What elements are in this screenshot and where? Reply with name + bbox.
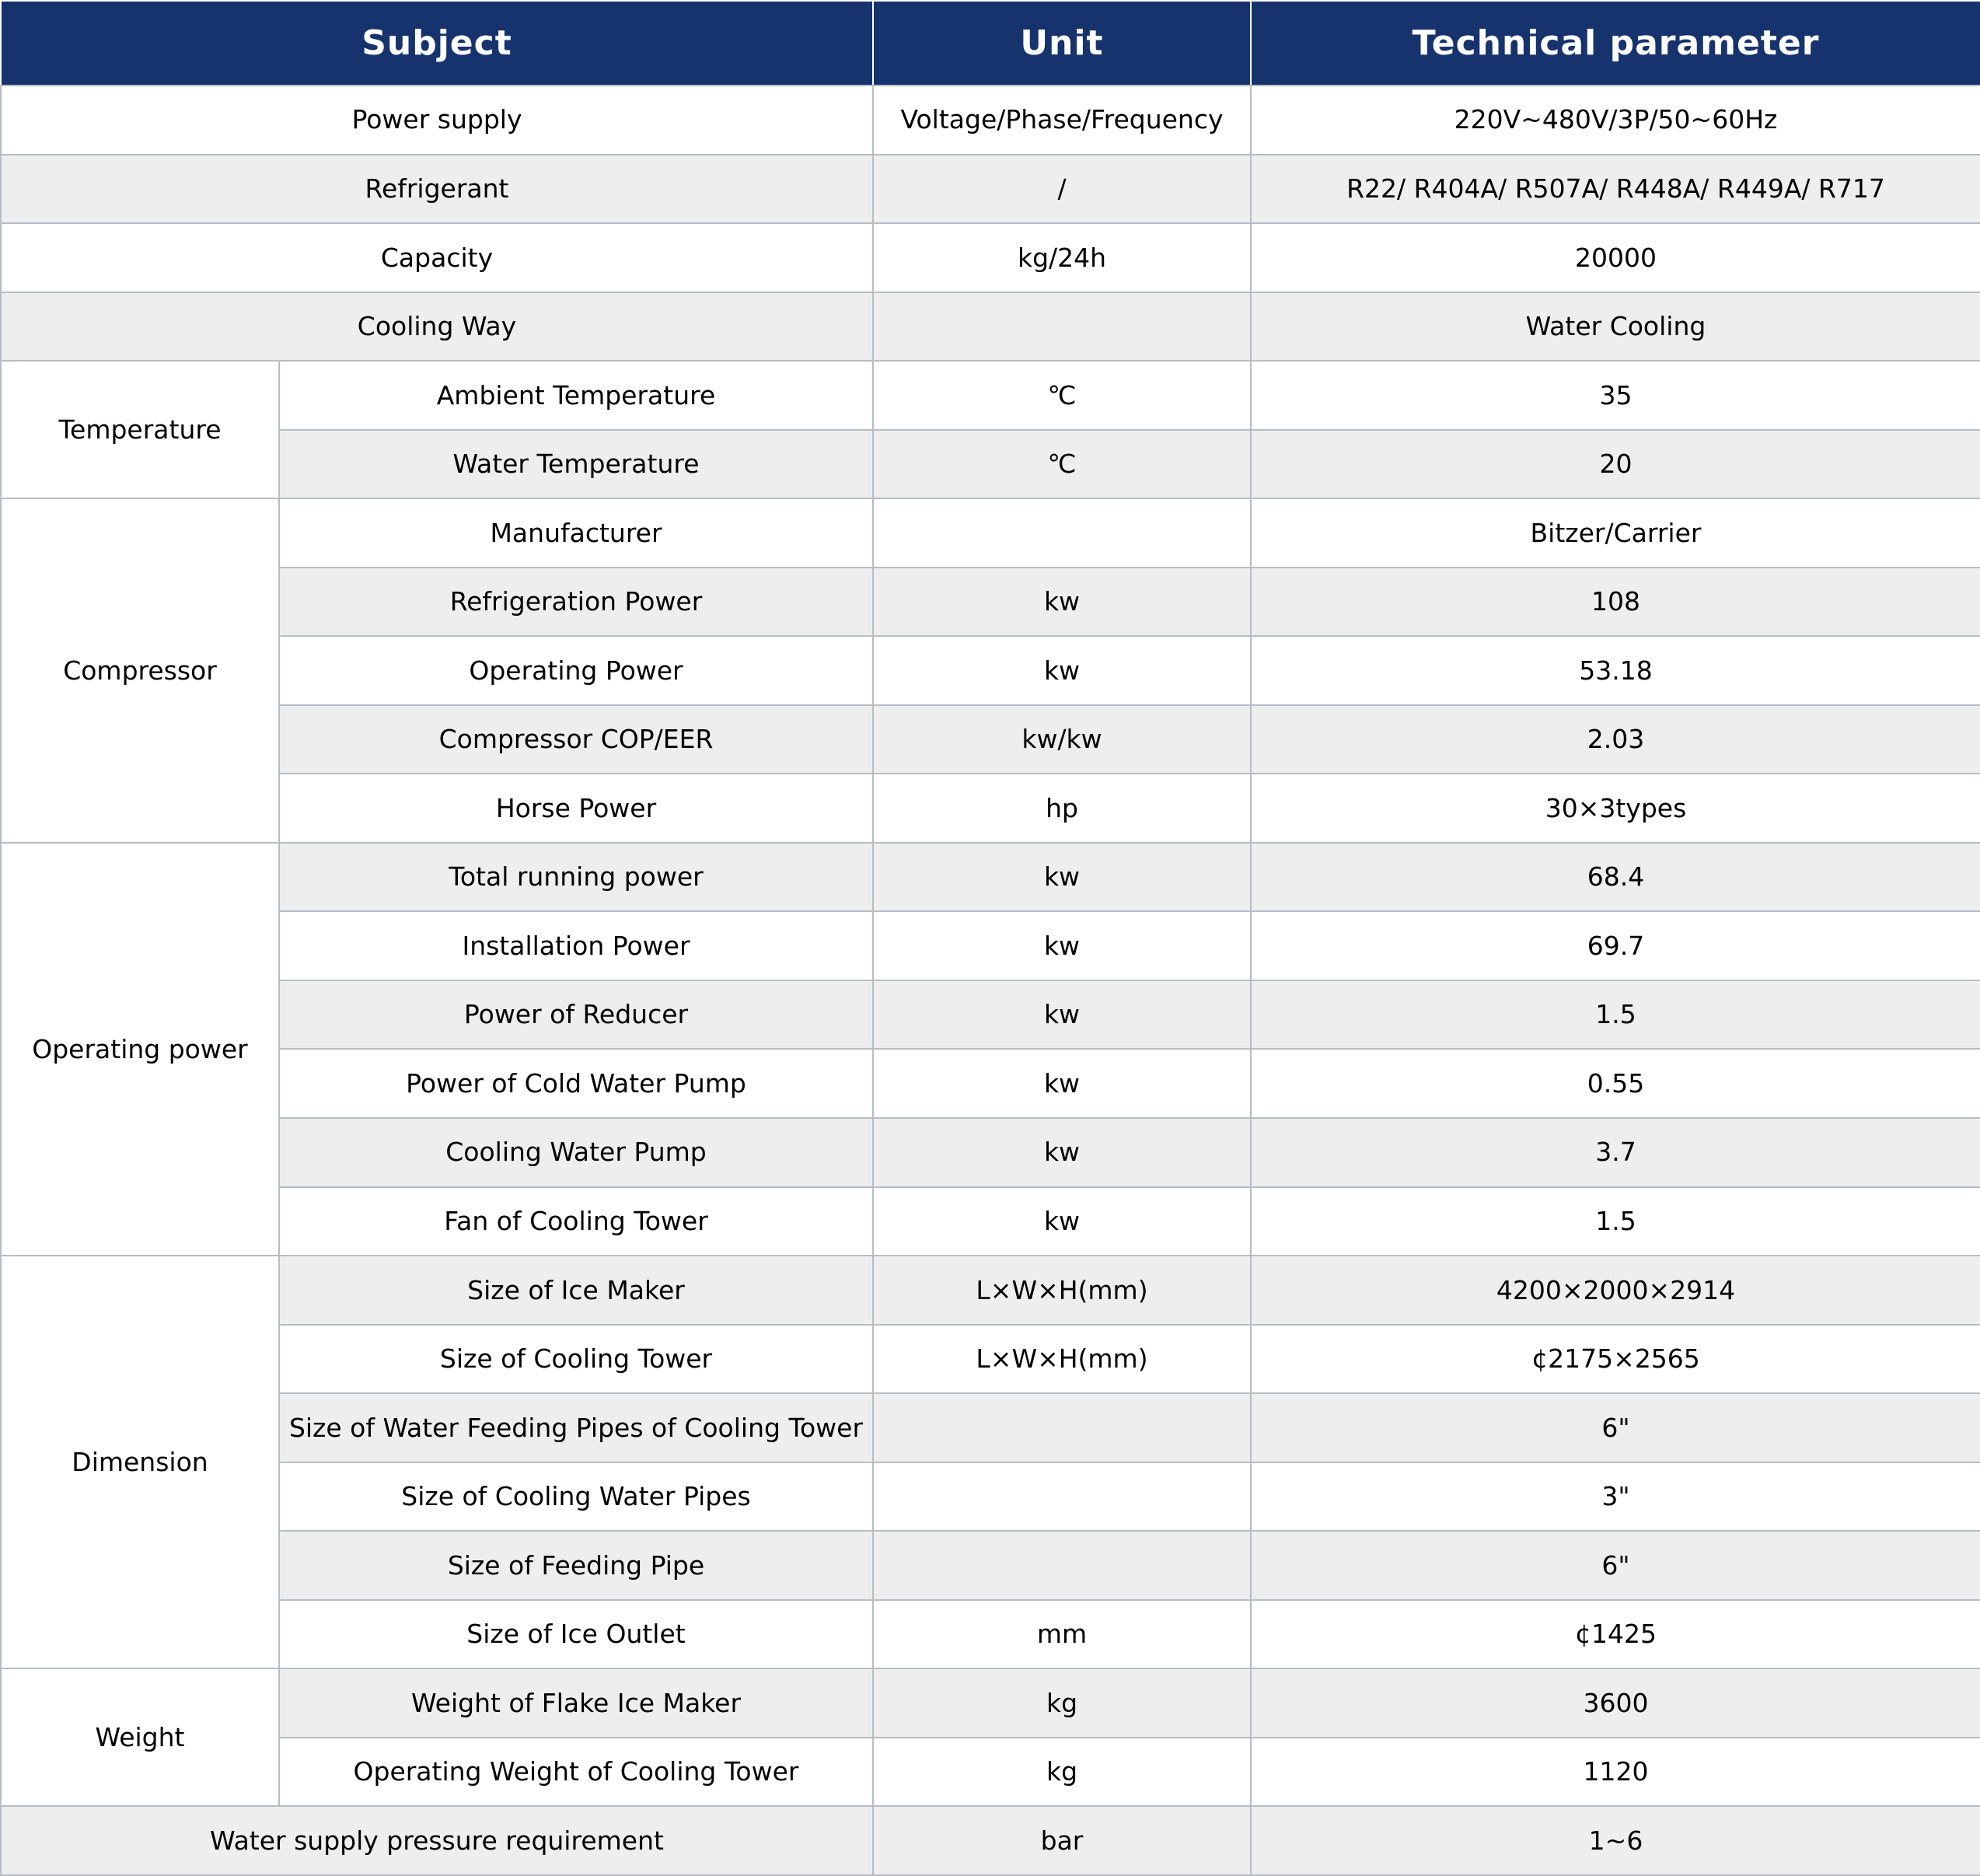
row-label-water-temperature: Water Temperature xyxy=(279,430,873,499)
table-row xyxy=(1,1049,1980,1118)
row-value-ambient-temperature: 35 xyxy=(1251,361,1980,430)
row-value-power-of-reducer: 1.5 xyxy=(1251,980,1980,1050)
row-value-ice-outlet: ¢1425 xyxy=(1251,1600,1980,1669)
row-label-cooling-tower-size: Size of Cooling Tower xyxy=(279,1325,873,1394)
row-label-cooling-water-pipes: Size of Cooling Water Pipes xyxy=(279,1462,873,1532)
row-label-operating-power: Operating Power xyxy=(279,636,873,705)
table-row xyxy=(1,498,1980,568)
table-row xyxy=(1,1462,1980,1532)
row-value-horse-power: 30×3types xyxy=(1251,774,1980,843)
table-row xyxy=(1,1187,1980,1256)
row-unit-power-supply: Voltage/Phase/Frequency xyxy=(873,86,1251,155)
table-row xyxy=(1,636,1980,705)
row-label-power-of-reducer: Power of Reducer xyxy=(279,980,873,1050)
row-unit-ambient-temperature: ℃ xyxy=(873,361,1251,430)
table-header-row xyxy=(1,1,1980,86)
row-value-water-temperature: 20 xyxy=(1251,430,1980,499)
row-unit-ice-outlet: mm xyxy=(873,1600,1251,1669)
table-row xyxy=(1,86,1980,155)
row-unit-cooling-tower-size: L×W×H(mm) xyxy=(873,1325,1251,1394)
header-unit: Unit xyxy=(873,1,1251,86)
row-label-ambient-temperature: Ambient Temperature xyxy=(279,361,873,430)
row-unit-total-running-power: kw xyxy=(873,843,1251,912)
row-unit-water-pressure: bar xyxy=(873,1806,1251,1875)
row-value-flake-ice-maker-weight: 3600 xyxy=(1251,1668,1980,1738)
table-row xyxy=(1,1668,1980,1738)
row-label-tower-fan: Fan of Cooling Tower xyxy=(279,1187,873,1256)
row-label-feeding-pipe: Size of Feeding Pipe xyxy=(279,1531,873,1600)
row-value-refrigerant: R22/ R404A/ R507A/ R448A/ R449A/ R717 xyxy=(1251,155,1980,224)
table-row xyxy=(1,361,1980,430)
row-value-water-pressure: 1~6 xyxy=(1251,1806,1980,1875)
row-value-cooling-way: Water Cooling xyxy=(1251,292,1980,362)
row-value-total-running-power: 68.4 xyxy=(1251,843,1980,912)
row-unit-cooling-water-pipes xyxy=(873,1462,1251,1532)
row-value-feeding-pipe: 6" xyxy=(1251,1531,1980,1600)
row-label-horse-power: Horse Power xyxy=(279,774,873,843)
table-row xyxy=(1,980,1980,1050)
table-row xyxy=(1,774,1980,843)
table-row xyxy=(1,568,1980,637)
group-label-weight: Weight xyxy=(1,1668,279,1806)
row-label-cold-water-pump: Power of Cold Water Pump xyxy=(279,1049,873,1118)
row-label-manufacturer: Manufacturer xyxy=(279,498,873,568)
row-label-cooling-water-pump: Cooling Water Pump xyxy=(279,1118,873,1187)
row-unit-tower-feeding-pipes xyxy=(873,1393,1251,1462)
table-row xyxy=(1,1600,1980,1669)
row-label-installation-power: Installation Power xyxy=(279,911,873,980)
row-value-tower-fan: 1.5 xyxy=(1251,1187,1980,1256)
row-unit-ice-maker-size: L×W×H(mm) xyxy=(873,1256,1251,1325)
row-unit-manufacturer xyxy=(873,498,1251,568)
row-label-total-running-power: Total running power xyxy=(279,843,873,912)
row-unit-cooling-water-pump: kw xyxy=(873,1118,1251,1187)
row-label-flake-ice-maker-weight: Weight of Flake Ice Maker xyxy=(279,1668,873,1738)
row-unit-installation-power: kw xyxy=(873,911,1251,980)
row-unit-feeding-pipe xyxy=(873,1531,1251,1600)
row-label-ice-outlet: Size of Ice Outlet xyxy=(279,1600,873,1669)
row-value-tower-feeding-pipes: 6" xyxy=(1251,1393,1980,1462)
row-unit-cop-eer: kw/kw xyxy=(873,705,1251,774)
row-label-tower-feeding-pipes: Size of Water Feeding Pipes of Cooling Tower xyxy=(279,1393,873,1462)
table-row xyxy=(1,155,1980,224)
row-value-capacity: 20000 xyxy=(1251,223,1980,292)
row-label-cop-eer: Compressor COP/EER xyxy=(279,705,873,774)
row-label-capacity: Capacity xyxy=(1,223,873,292)
row-value-refrigeration-power: 108 xyxy=(1251,568,1980,637)
table-row xyxy=(1,705,1980,774)
group-label-dimension: Dimension xyxy=(1,1256,279,1668)
table-row xyxy=(1,1531,1980,1600)
header-parameter: Technical parameter xyxy=(1251,1,1980,86)
row-unit-refrigerant: / xyxy=(873,155,1251,224)
row-unit-tower-fan: kw xyxy=(873,1187,1251,1256)
table-row xyxy=(1,1393,1980,1462)
row-value-operating-power: 53.18 xyxy=(1251,636,1980,705)
row-value-cooling-tower-weight: 1120 xyxy=(1251,1738,1980,1807)
row-value-installation-power: 69.7 xyxy=(1251,911,1980,980)
row-value-manufacturer: Bitzer/Carrier xyxy=(1251,498,1980,568)
row-unit-refrigeration-power: kw xyxy=(873,568,1251,637)
group-label-temperature: Temperature xyxy=(1,361,279,498)
row-unit-operating-power: kw xyxy=(873,636,1251,705)
row-unit-water-temperature: ℃ xyxy=(873,430,1251,499)
table-row xyxy=(1,1738,1980,1807)
row-unit-horse-power: hp xyxy=(873,774,1251,843)
row-label-refrigerant: Refrigerant xyxy=(1,155,873,224)
row-unit-cooling-way xyxy=(873,292,1251,362)
table-row xyxy=(1,223,1980,292)
table-row xyxy=(1,1806,1980,1875)
row-value-power-supply: 220V~480V/3P/50~60Hz xyxy=(1251,86,1980,155)
row-unit-power-of-reducer: kw xyxy=(873,980,1251,1050)
table-row xyxy=(1,843,1980,912)
row-unit-cooling-tower-weight: kg xyxy=(873,1738,1251,1807)
row-value-cop-eer: 2.03 xyxy=(1251,705,1980,774)
row-label-refrigeration-power: Refrigeration Power xyxy=(279,568,873,637)
table-row xyxy=(1,1256,1980,1325)
table-row xyxy=(1,1325,1980,1394)
row-label-ice-maker-size: Size of Ice Maker xyxy=(279,1256,873,1325)
row-unit-flake-ice-maker-weight: kg xyxy=(873,1668,1251,1738)
group-label-compressor: Compressor xyxy=(1,498,279,843)
row-label-cooling-tower-weight: Operating Weight of Cooling Tower xyxy=(279,1738,873,1807)
row-value-ice-maker-size: 4200×2000×2914 xyxy=(1251,1256,1980,1325)
table-row xyxy=(1,911,1980,980)
row-unit-capacity: kg/24h xyxy=(873,223,1251,292)
row-label-cooling-way: Cooling Way xyxy=(1,292,873,362)
row-value-cooling-water-pump: 3.7 xyxy=(1251,1118,1980,1187)
row-label-water-pressure: Water supply pressure requirement xyxy=(1,1806,873,1875)
header-subject: Subject xyxy=(1,1,873,86)
row-value-cooling-tower-size: ¢2175×2565 xyxy=(1251,1325,1980,1394)
table-row xyxy=(1,1118,1980,1187)
row-unit-cold-water-pump: kw xyxy=(873,1049,1251,1118)
row-label-power-supply: Power supply xyxy=(1,86,873,155)
table-row xyxy=(1,430,1980,499)
row-value-cooling-water-pipes: 3" xyxy=(1251,1462,1980,1532)
row-value-cold-water-pump: 0.55 xyxy=(1251,1049,1980,1118)
table-row xyxy=(1,292,1980,362)
group-label-operating-power: Operating power xyxy=(1,843,279,1256)
